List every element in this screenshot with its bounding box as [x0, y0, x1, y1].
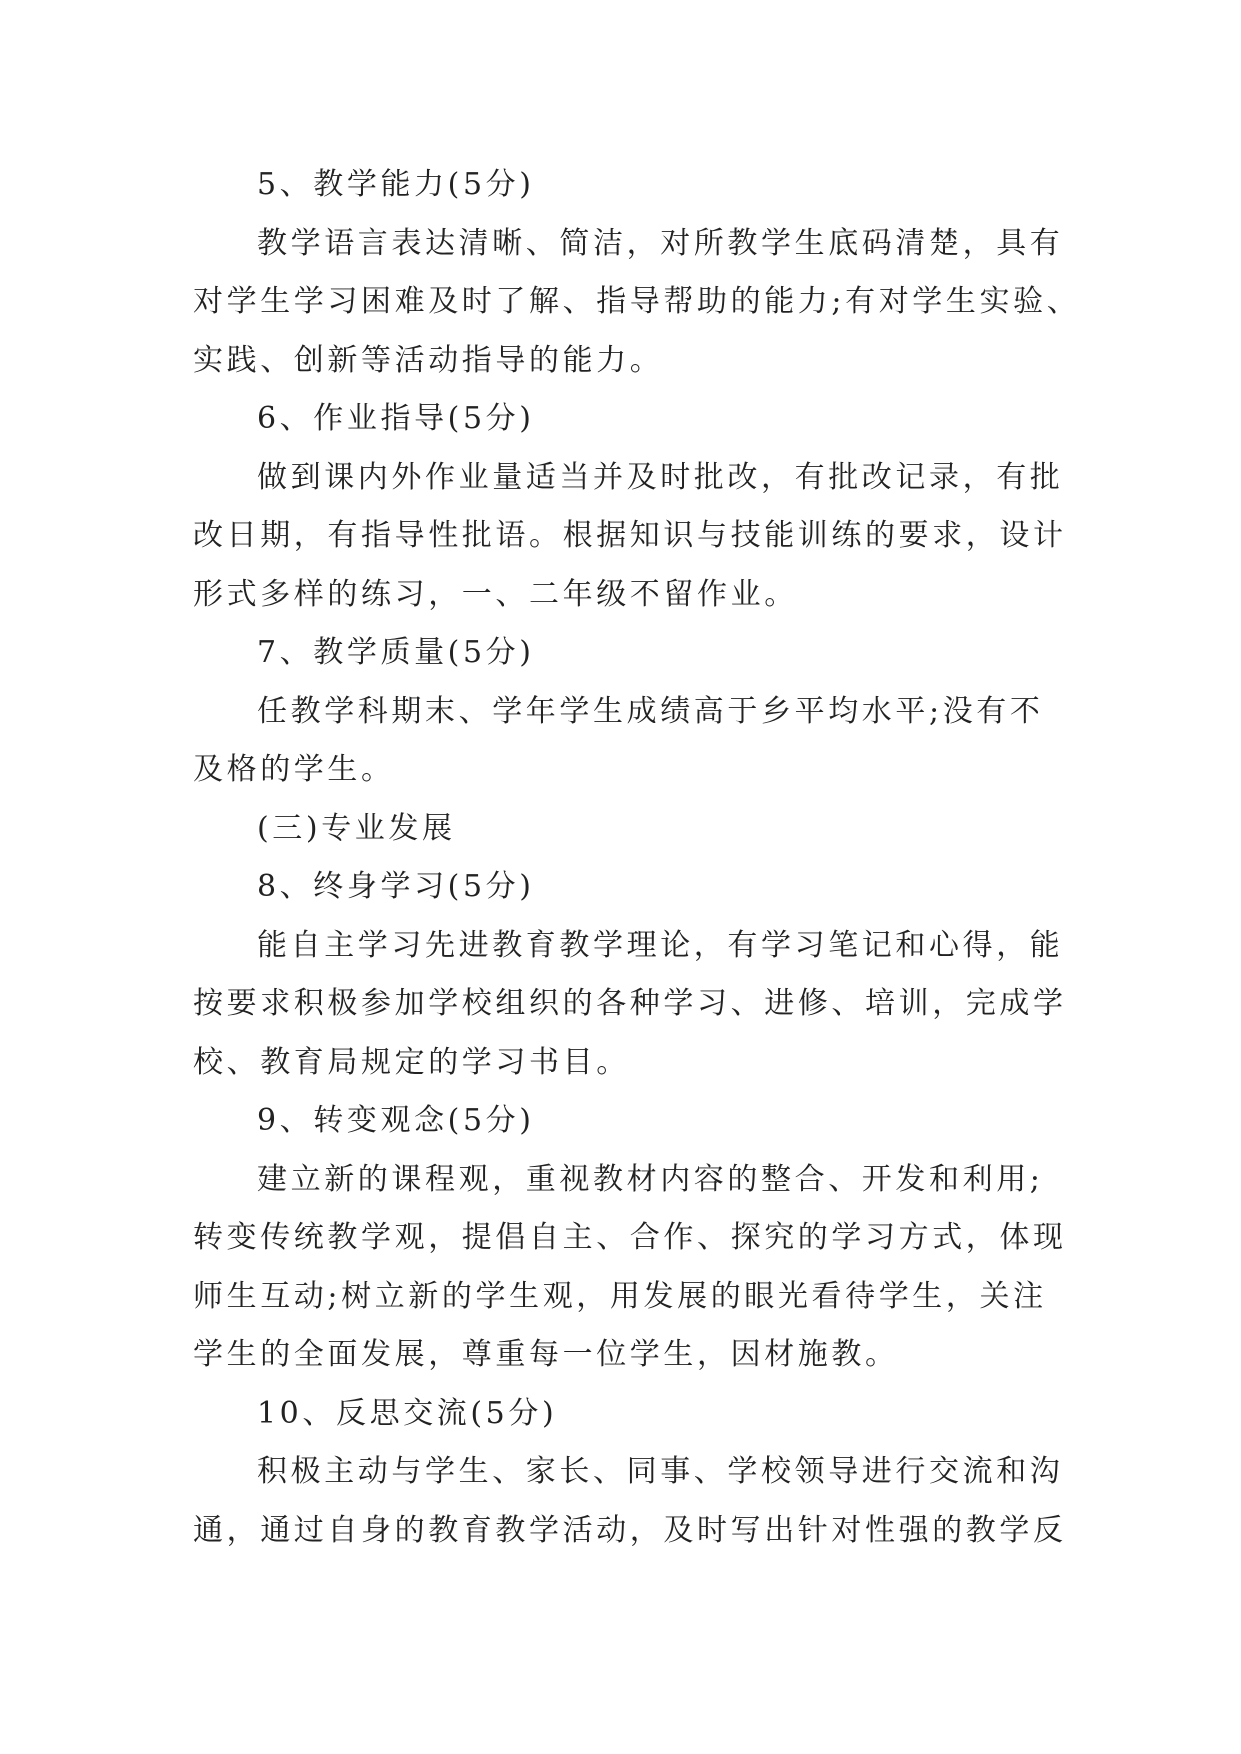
document-body: [193, 156, 1081, 1560]
paragraph-line: 学生的全面发展，尊重每一位学生，因材施教。: [193, 1337, 899, 1372]
section-heading: 10、反思交流(5分): [257, 1395, 558, 1431]
paragraph-line: 校、教育局规定的学习书目。: [193, 1044, 630, 1080]
section-heading: 5、教学能力(5分): [257, 167, 535, 202]
paragraph-line: 教学语言表达清晰、简洁，对所教学生底码清楚，具有: [257, 225, 1064, 261]
paragraph-line: 及格的学生。: [193, 752, 395, 787]
paragraph-line: 任教学科期末、学年学生成绩高于乡平均水平;没有不: [257, 693, 1044, 729]
paragraph-line: 对学生学习困难及时了解、指导帮助的能力;有对学生实验、: [193, 284, 1081, 319]
paragraph-line: 建立新的课程观，重视教材内容的整合、开发和利用;: [257, 1161, 1044, 1197]
paragraph-line: 实践、创新等活动指导的能力。: [193, 342, 664, 378]
section-heading: 9、转变观念(5分): [257, 1103, 535, 1138]
paragraph-line: 通，通过自身的教育教学活动，及时写出针对性强的教学反: [193, 1512, 1067, 1548]
paragraph-line: 师生互动;树立新的学生观，用发展的眼光看待学生，关注: [193, 1278, 1047, 1314]
paragraph-line: 转变传统教学观，提倡自主、合作、探究的学习方式，体现: [193, 1220, 1067, 1255]
section-heading: 6、作业指导(5分): [257, 401, 535, 436]
paragraph-line: 改日期，有指导性批语。根据知识与技能训练的要求，设计: [193, 518, 1067, 553]
paragraph-line: 积极主动与学生、家长、同事、学校领导进行交流和沟: [257, 1454, 1064, 1489]
paragraph-line: 做到课内外作业量适当并及时批改，有批改记录，有批: [257, 459, 1064, 495]
paragraph-line: 能自主学习先进教育教学理论，有学习笔记和心得，能: [257, 927, 1064, 963]
section-heading: 8、终身学习(5分): [257, 869, 535, 904]
paragraph-line: 形式多样的练习，一、二年级不留作业。: [193, 576, 798, 612]
section-heading: 7、教学质量(5分): [257, 635, 535, 670]
part-heading: (三)专业发展: [257, 810, 456, 846]
paragraph-line: 按要求积极参加学校组织的各种学习、进修、培训，完成学: [193, 986, 1067, 1021]
